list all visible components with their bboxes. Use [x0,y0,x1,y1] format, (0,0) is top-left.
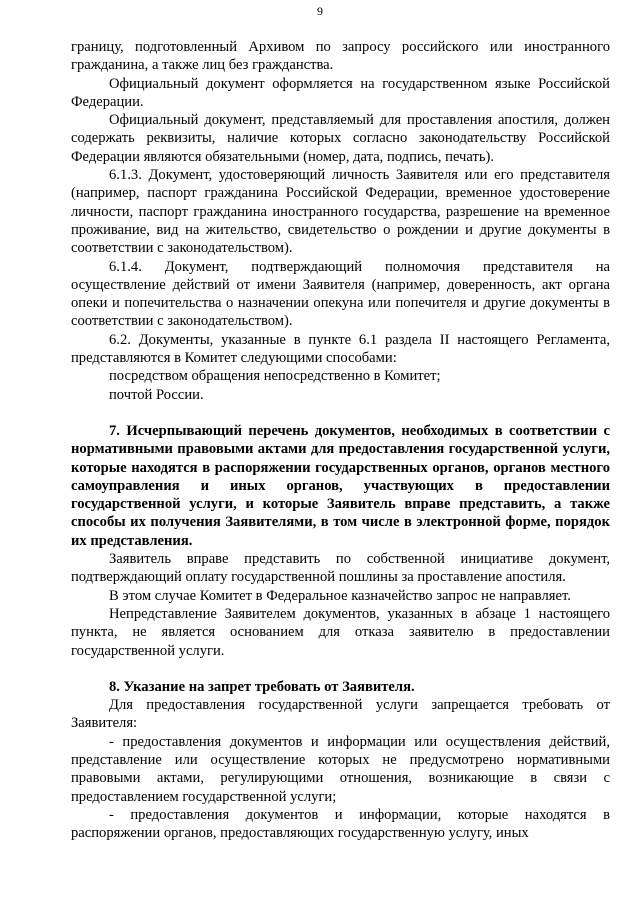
paragraph-6-2: 6.2. Документы, указанные в пункте 6.1 раздела II настоящего Регламента, представляются в Комитет следующими способами: [71,331,610,367]
submission-way-post: почтой России. [109,386,204,403]
submission-way-in-person: посредством обращения непосредственно в Комитет; [109,368,441,385]
section-7-paragraph-3: Непредставление Заявителем документов, указанных в абзаце 1 настоящего пункта, не является основанием для отказа заявителю в предоставлении государственной услуги. [71,605,610,659]
page-number: 9 [317,4,323,18]
section-8-heading: 8. Указание на запрет требовать от Заявителя. [109,678,415,695]
section-8-paragraph-1: Для предоставления государственной услуги запрещается требовать от Заявителя: [71,697,610,732]
section-8-paragraph-3: - предоставления документов и информации, которые находятся в распоряжении органов, предоставляющих государственную услугу, иных [71,806,610,842]
paragraph-document-requisites: Официальный документ, представляемый для проставления апостиля, должен содержать реквизиты, наличие которых согласно законодательству Российской Федерации являются обязательными (номер, дата, подпись, печать). [71,112,610,165]
paragraph-continuation: границу, подготовленный Архивом по запросу российского или иностранного гражданина, а также лиц без гражданства. [71,39,610,74]
paragraph-official-language: Официальный документ оформляется на государственном языке Российской Федерации. [71,75,610,110]
paragraph-6-1-4: 6.1.4. Документ, подтверждающий полномочия представителя на осуществление действий от имени Заявителя (например, доверенность, акт органа опеки и попечительства о назначении опекуна или попечителя и другие документы в соответствии с законодательством). [71,258,610,330]
paragraph-6-1-3: 6.1.3. Документ, удостоверяющий личность Заявителя или его представителя (например, паспорт гражданина Российской Федерации, временное удостоверение личности, паспорт гражданина иностранного государства, разрешение на временное проживание, вид на жительство, свидетельство о рождении и другие документы в соответствии с законодательством). [71,167,610,257]
section-8-paragraph-2: - предоставления документов и информации или осуществления действий, представление или осуществление которых не предусмотрено нормативными правовыми актами, регулирующими отношения, возникающие в связи с предоставлением государственной услуги; [71,733,610,805]
section-7-paragraph-1: Заявитель вправе представить по собственной инициативе документ, подтверждающий оплату государственной пошлины за проставление апостиля. [71,551,610,586]
section-7-heading: 7. Исчерпывающий перечень документов, необходимых в соответствии с нормативными правовыми актами для предоставления государственной услуги, которые находятся в распоряжении государственных органов, органов местного самоуправления и иных органов, участвующих в предоставлении государственной услуги, и которые Заявитель вправе представить, а также способы их получения Заявителями, в том числе в электронной форме, порядок их представления. [71,422,610,549]
section-7-paragraph-2: В этом случае Комитет в Федеральное казначейство запрос не направляет. [109,587,571,604]
